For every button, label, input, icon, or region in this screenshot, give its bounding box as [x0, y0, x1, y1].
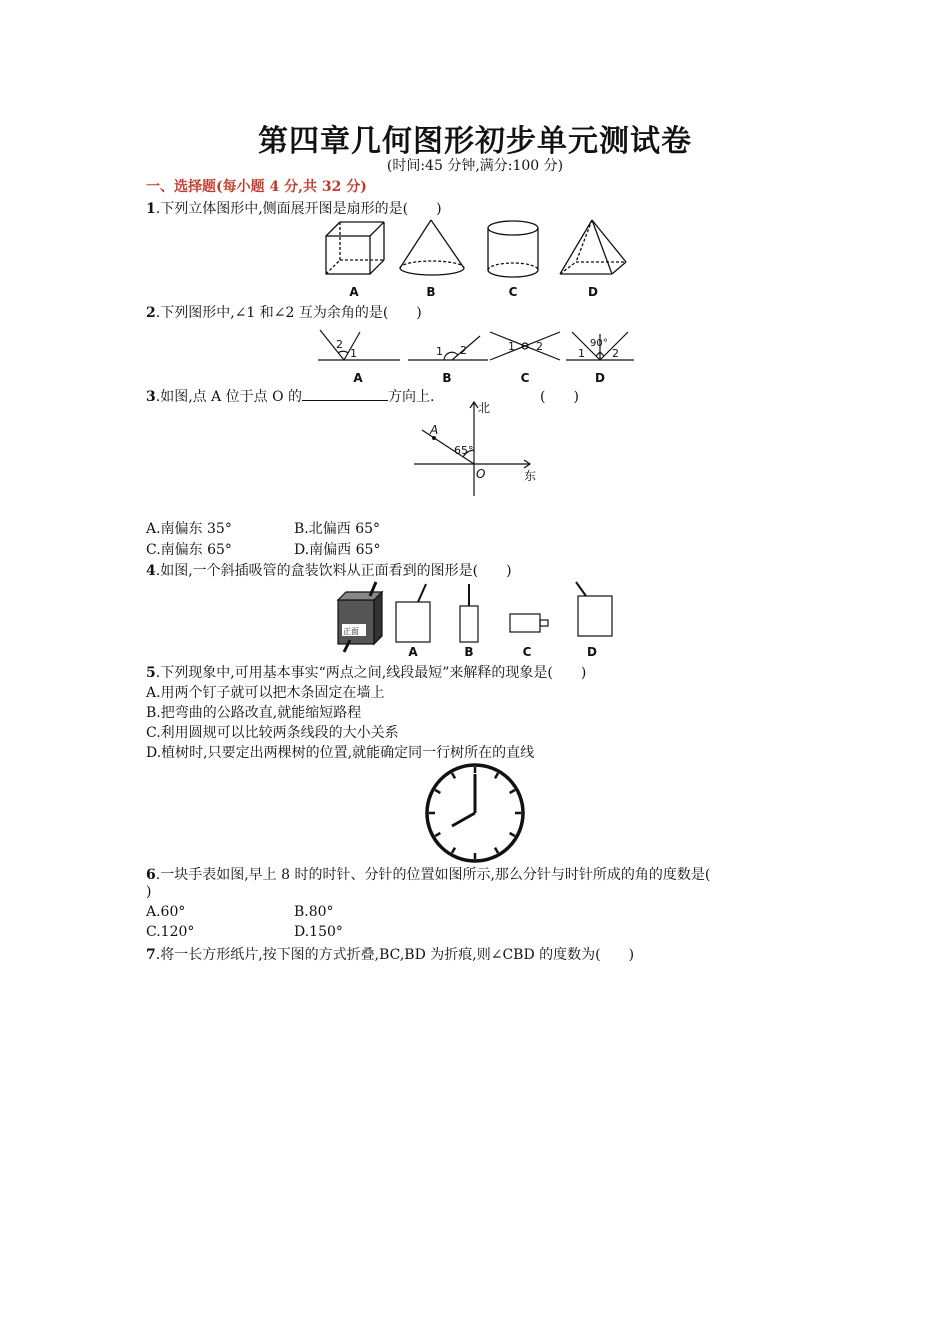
option-label: C [522, 645, 532, 659]
point-o-label: O [476, 467, 486, 481]
question-text: .下列图形中,∠1 和∠2 互为余角的是( ) [155, 305, 422, 321]
view-d [576, 582, 612, 636]
angle-label: 90° [590, 338, 608, 349]
question-number: 2 [146, 305, 156, 321]
question-text-end: ) [146, 884, 152, 900]
answer-paren: ( ) [540, 389, 579, 405]
option-c: C.南偏东 65° [146, 542, 232, 558]
question-number: 3 [146, 389, 156, 405]
question-text: .如图,一个斜插吸管的盒装饮料从正面看到的图形是( ) [155, 563, 512, 579]
angle-label: 1 [436, 345, 443, 358]
pyramid-shape [560, 220, 626, 274]
question-number: 7 [146, 947, 156, 963]
q4-drink-box-figure [330, 578, 620, 660]
question-5 [146, 662, 586, 682]
north-label: 北 [478, 401, 491, 415]
option-c: C.利用圆规可以比较两条线段的大小关系 [146, 725, 399, 741]
cylinder-shape [488, 221, 538, 277]
clock-figure [424, 762, 526, 864]
east-label: 东 [524, 469, 537, 483]
q3-direction-figure [410, 398, 550, 498]
option-label: C [508, 285, 518, 299]
question-3 [146, 386, 435, 406]
option-a: A.南偏东 35° [146, 521, 232, 537]
answer-blank [302, 388, 388, 401]
option-b: B.80° [294, 904, 334, 920]
angle-figure-c [490, 332, 560, 360]
option-label: C [520, 371, 530, 385]
page-subtitle: (时间:45 分钟,满分:100 分) [386, 158, 564, 174]
option-label: D [587, 645, 597, 659]
option-label: B [464, 645, 474, 659]
angle-label: 65° [454, 444, 474, 457]
angle-label: 1 [350, 347, 357, 360]
option-b: B.北偏西 65° [294, 521, 381, 537]
question-7 [146, 944, 634, 964]
question-2 [146, 302, 422, 322]
drink-box-3d [338, 582, 382, 652]
option-d: D.南偏西 65° [294, 542, 381, 558]
angle-label: 2 [460, 344, 467, 357]
q2-angles-figure [316, 326, 638, 388]
view-a [396, 584, 430, 642]
section-heading: 一、选择题(每小题 4 分,共 32 分) [146, 179, 367, 195]
front-label: 正面 [343, 627, 359, 636]
option-label: B [426, 285, 436, 299]
question-number: 4 [146, 563, 156, 579]
q1-solids-figure [318, 216, 638, 302]
question-text: .如图,点 A 位于点 O 的 [155, 389, 303, 405]
angle-label: 1 [578, 347, 585, 360]
option-a: A.用两个钉子就可以把木条固定在墙上 [146, 685, 385, 701]
question-text: .一块手表如图,早上 8 时的时针、分针的位置如图所示,那么分针与时针所成的角的度数是( [155, 867, 711, 883]
question-text: .下列立体图形中,侧面展开图是扇形的是( ) [155, 201, 442, 217]
question-text: .下列现象中,可用基本事实“两点之间,线段最短”来解释的现象是( ) [155, 665, 587, 681]
option-label: D [588, 285, 598, 299]
option-b: B.把弯曲的公路改直,就能缩短路程 [146, 705, 362, 721]
angle-label: 2 [612, 347, 619, 360]
question-number: 6 [146, 867, 156, 883]
option-label: D [595, 371, 605, 385]
option-d: D.150° [294, 924, 343, 940]
question-4 [146, 560, 512, 580]
question-6 [146, 864, 710, 884]
view-c [510, 614, 548, 632]
angle-label: 2 [336, 338, 343, 351]
option-label: A [353, 371, 363, 385]
cone-shape [400, 220, 464, 275]
option-label: A [408, 645, 418, 659]
question-text: 方向上. [388, 389, 435, 405]
option-label: B [442, 371, 452, 385]
angle-figure-b [408, 336, 488, 360]
option-label: A [349, 285, 359, 299]
view-b [460, 584, 478, 642]
question-number: 1 [146, 201, 156, 217]
angle-figure-a [318, 330, 400, 360]
angle-label: 2 [536, 340, 543, 353]
angle-label: 1 [508, 340, 515, 353]
point-a-label: A [430, 423, 439, 437]
page-title: 第四章几何图形初步单元测试卷 [258, 124, 692, 159]
question-text: .将一长方形纸片,按下图的方式折叠,BC,BD 为折痕,则∠CBD 的度数为( ) [155, 947, 635, 963]
cube-shape [326, 222, 384, 274]
option-a: A.60° [146, 904, 186, 920]
question-1 [146, 198, 442, 218]
option-d: D.植树时,只要定出两棵树的位置,就能确定同一行树所在的直线 [146, 745, 535, 761]
option-c: C.120° [146, 924, 195, 940]
question-number: 5 [146, 665, 156, 681]
